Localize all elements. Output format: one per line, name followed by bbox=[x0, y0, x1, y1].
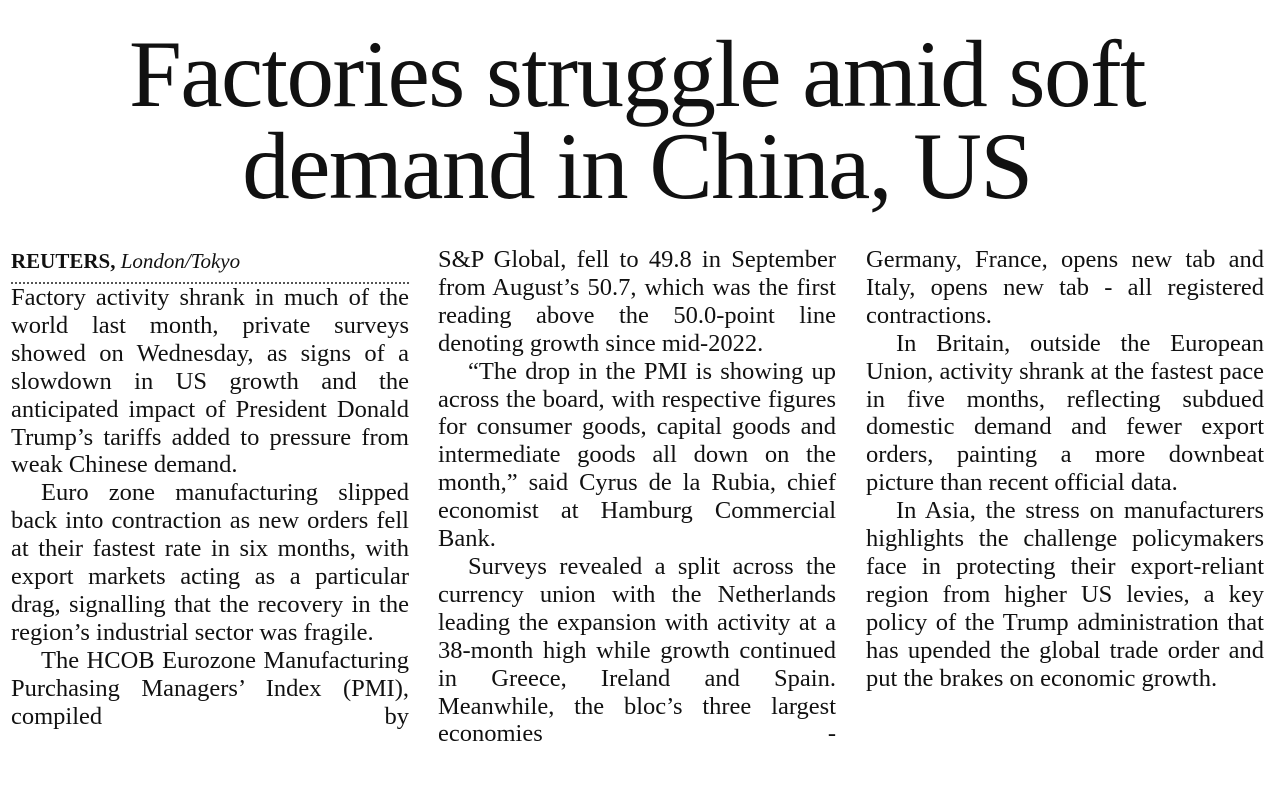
byline-agency: REUTERS, bbox=[11, 249, 116, 273]
paragraph: The HCOB Eurozone Manufacturing Purchasing Managers’ Index (PMI), compiled by bbox=[11, 646, 409, 730]
headline bbox=[0, 21, 1274, 219]
byline bbox=[11, 246, 409, 284]
paragraph: Surveys revealed a split across the currency union with the Netherlands leading the expansion with activity at a 38-month high while growth continued in Greece, Ireland and Spain. Meanwhile, the bloc’s three largest economies - bbox=[438, 552, 836, 748]
paragraph: In Asia, the stress on manufacturers highlights the challenge policymakers face in protecting their export-reliant region from higher US levies, a key policy of the Trump administration that has upended the global trade order and put the brakes on economic growth. bbox=[866, 497, 1264, 692]
headline-line-2: demand in China, US bbox=[242, 113, 1032, 219]
paragraph: Germany, France, opens new tab and Italy, opens new tab - all registered contractions. bbox=[866, 246, 1264, 329]
paragraph: Factory activity shrank in much of the world last month, private surveys showed on Wednesday, as signs of a slowdown in US growth and the anticipated impact of President Donald Trump’s tariffs added to pressure from weak Chinese demand. bbox=[11, 284, 409, 479]
paragraph: Euro zone manufacturing slipped back into contraction as new orders fell at their fastest rate in six months, with export markets acting as a particular drag, signalling that the recovery in the region’s industrial sector was fragile. bbox=[11, 479, 409, 646]
paragraph: “The drop in the PMI is showing up across the board, with respective figures for consumer goods, capital goods and intermediate goods all down on the month,” said Cyrus de la Rubia, chief economist at Hamburg Commercial Bank. bbox=[438, 357, 836, 553]
article-column-1 bbox=[11, 246, 409, 731]
article-column-3 bbox=[866, 246, 1264, 693]
headline-line-1: Factories struggle amid soft bbox=[129, 21, 1145, 127]
paragraph: In Britain, outside the European Union, activity shrank at the fastest pace in five months, reflecting subdued domestic demand and fewer export orders, painting a more downbeat picture than recent official data. bbox=[866, 329, 1264, 497]
paragraph: S&P Global, fell to 49.8 in September from August’s 50.7, which was the first reading above the 50.0-point line denoting growth since mid-2022. bbox=[438, 246, 836, 357]
article-column-2 bbox=[438, 246, 836, 748]
byline-location: London/Tokyo bbox=[120, 249, 241, 273]
